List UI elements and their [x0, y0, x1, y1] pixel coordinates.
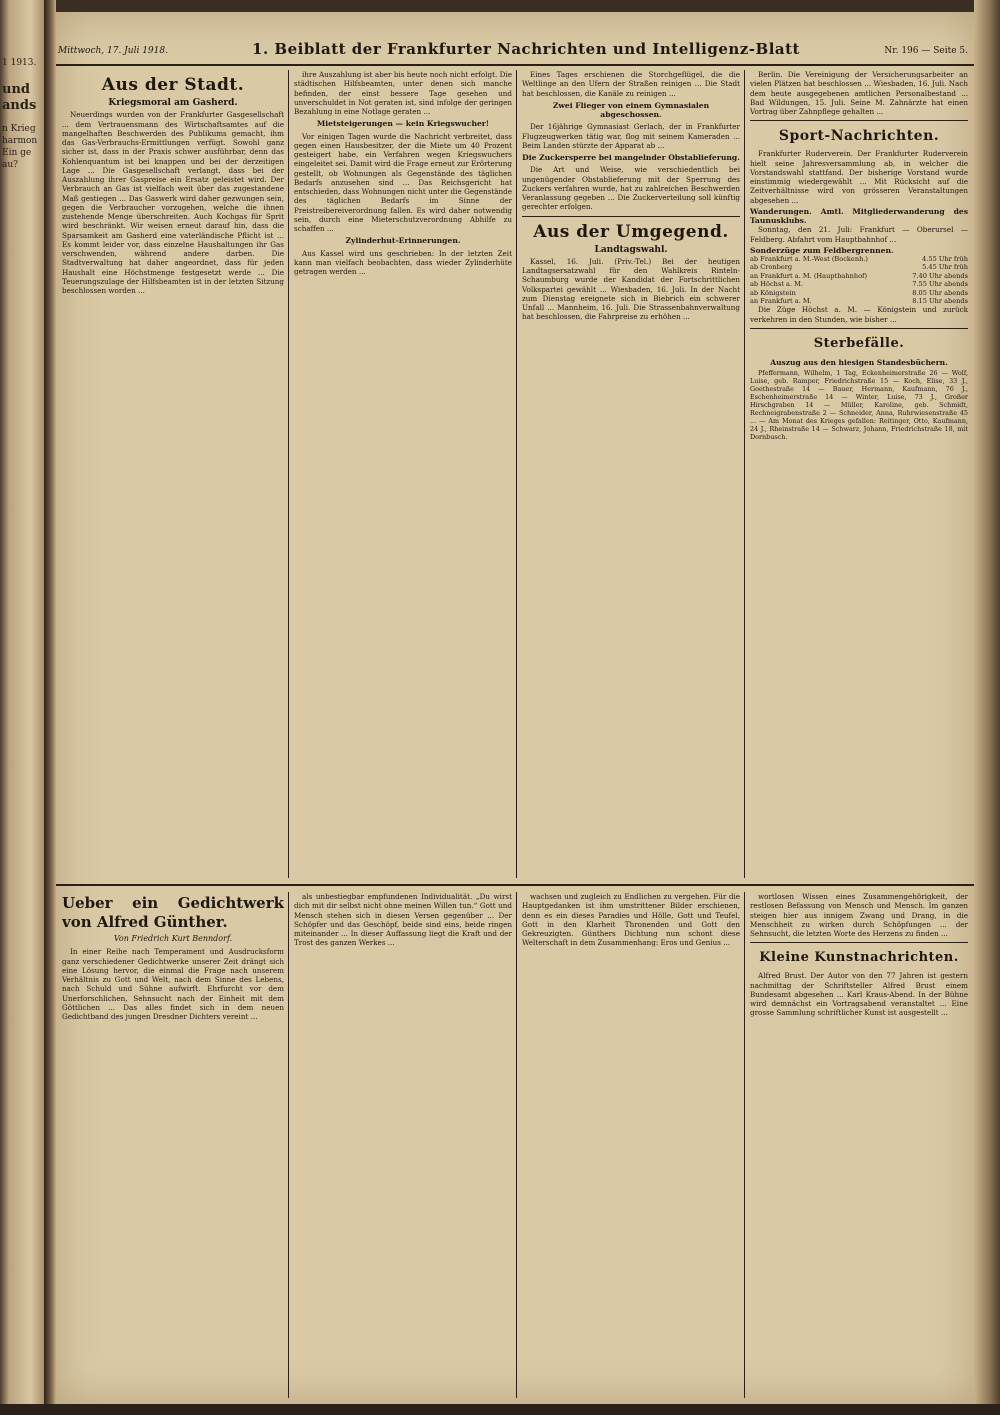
column-divider: [288, 892, 289, 1398]
column-region: [522, 70, 740, 878]
header-title: 1. Beiblatt der Frankfurter Nachrichten und Intelligenz-Blatt: [252, 40, 800, 58]
column-rents: [294, 70, 512, 878]
feature-column-3: [522, 892, 740, 1398]
page-header: [56, 40, 974, 66]
column-divider: [288, 70, 289, 878]
schedule-row: an Frankfurt a. M. (Hauptbahnhof) 7.40 Uhr abends: [750, 271, 968, 280]
section-rule: [750, 328, 968, 329]
article-title-pilots: Zwei Flieger von einem Gymnasialen abgeschossen.: [552, 100, 710, 119]
article-body-storks: Eines Tages erschienen die Storchgeflügel, die die Weltlinge an den Ufern der Straßen reinigen ... Die Stadt hat beschlossen, die Kanäle zu reinigen ...: [522, 70, 740, 98]
column-local-news: [62, 70, 284, 878]
article-body-election: Kassel, 16. Juli. (Priv.-Tel.) Bei der heutigen Landtagsersatzwahl für den Wahlkreis Rinteln-Schaumburg wurde der Kandidat der Fortschrittlichen Volkspartei gewählt ... Wiesbaden, 16. Juli. In der Nacht zum Dienstag ereignete sich in Biebrich ein schwerer Unfall ... Mannheim, 16. Juli. Die Strassenbahnverwaltung hat beschlossen, die Fahrpreise zu erhöhen ...: [522, 256, 740, 322]
feature-body-1: In einer Reihe nach Temperament und Ausdrucksform ganz verschiedener Gedichtwerke unserer Zeit drängt sich eine Lösung hervor, die einmal die Frage nach unserem Verhältnis zu Gott und Welt, nach dem Sinne des Lebens, nach Schuld und Sühne aufwirft. Ehrfurcht vor dem Unerforschlichen, Sehnsucht nach der Einheit mit dem Göttlichen ... Das alles findet sich in dem neuen Gedichtband des jungen Dresdner Dichters vereint ...: [62, 947, 284, 1021]
edge-fragment: und: [2, 82, 30, 97]
section-rule: [750, 120, 968, 121]
section-heading-deaths: Sterbefälle.: [813, 335, 905, 351]
article-body-hiking: Sonntag, den 21. Juli: Frankfurt — Oberursel — Feldberg. Abfahrt vom Hauptbahnhof ...: [750, 225, 968, 244]
book-spine: [44, 0, 56, 1415]
schedule-row: ab Höchst a. M. 7.55 Uhr abends: [750, 280, 968, 289]
article-body-sugar: Die Art und Weise, wie verschiedentlich bei ungenügender Obstablieferung mit der Sperrung des Zuckers verfahren wurde, hat zu zahlreichen Beschwerden Veranlassung gegeben ... Die Zuckerverteilung soll künftig gerechter erfolgen.: [522, 165, 740, 212]
article-title-gas: Kriegsmoral am Gasherd.: [108, 98, 238, 108]
edge-fragment: n Krieg: [2, 124, 36, 134]
article-body-rowing: Frankfurter Ruderverein. Der Frankfurter Ruderverein hielt seine Jahresversammlung ab, in welcher die Vorstandswahl stattfand. Der bisherige Vorstand wurde einstimmig wiedergewählt ... Mit Rücksicht auf die Zeitverhältnisse wird von grösseren Veranstaltungen abgesehen ...: [750, 149, 968, 205]
article-title-election: Landtagswahl.: [594, 244, 668, 255]
feature-byline: Von Friedrich Kurt Benndorf.: [113, 934, 233, 943]
column-sport: [750, 70, 968, 878]
schedule-row: ab Königstein 8.05 Uhr abends: [750, 288, 968, 297]
column-divider: [744, 70, 745, 878]
edge-fragment: harmon: [2, 136, 38, 146]
feature-column-2: [294, 892, 512, 1398]
section-rule: [750, 942, 968, 943]
section-heading-art-news: Kleine Kunstnachrichten.: [759, 950, 959, 966]
feature-body-2: als unbestiegbar empfundenen Individualität. „Du wirst dich mit dir selbst nicht ohne meinen Willen tun.“ Gott und Mensch stehen sich in diesen Versen gegenüber ... Der Schöpfer und das Geschöpf, beide sind eins, beide ringen miteinander ... In dieser Auffassung liegt die Kraft und der Trost des ganzen Werkes ...: [294, 892, 512, 948]
article-body-rents: Vor einigen Tagen wurde die Nachricht verbreitet, dass gegen einen Hausbesitzer, der die Miete um 40 Prozent gesteigert habe, ein Verfahren wegen Kriegswuchers eingeleitet sei. Damit wird die Frage erneut zur Erörterung gestellt, ob Wohnungen als Gegenstände des täglichen Bedarfs anzusehen sind ... Das Reichsgericht hat entschieden, dass Wohnungen nicht unter die Gegenstände des täglichen Bedarfs im Sinne der Preistreibereiverordnung fallen. Es wird daher notwendig sein, durch eine Mieterschutzverordnung Abhilfe zu schaffen ...: [294, 131, 512, 233]
column-divider: [516, 892, 517, 1398]
edge-fragment: 1 1913.: [2, 58, 37, 68]
article-body-misc: Berlin. Die Vereinigung der Versicherungsarbeiter an vielen Plätzen hat beschlossen ... Wiesbaden, 16. Juli. Nach dem heute ausgegebenen amtlichen Personalbestand ... Bad Wildungen, 15. Juli. Seine M. Zahnärzte hat einen Vortrag über Zahnpflege gehalten ...: [750, 70, 968, 116]
column-divider: [744, 892, 745, 1398]
deaths-subtitle: Auszug aus den hiesigen Standesbüchern.: [770, 357, 948, 367]
schedule-row: ab Cronberg 5.45 Uhr früh: [750, 263, 968, 272]
article-body-trains: Die Züge Höchst a. M. — Königstein und zurück verkehren in den Stunden, wie bisher ...: [750, 305, 968, 324]
section-heading-city: Aus der Stadt.: [101, 75, 245, 95]
article-body-gas: Neuerdings wurden von der Frankfurter Gasgesellschaft ... dem Vertrauensmann des Wirtschaftsamtes auf die mangelhaften Beschwerden des Publikums gemacht, ihm das Gas-Verbrauchs-Ermittlungen verfügt. Sowohl ganz sicher ist, dass in der Praxis schwer ausführbar, denn das Kohlenquantum ist bei knappen und bei der derzeitigen Lage ... Die Gasgesellschaft verlangt, dass bei der Auszahlung ihrer Gaspreise ein Ersatz geleistet wird. Der Verbrauch an Gas ist vielfach weit über das zugestandene Maß gestiegen ... Das Gaswerk wird daher gezwungen sein, gegen die Verbraucher vorzugehen, welche die ihnen zustehende Menge überschreiten. Auch Kochgas für Sprit wird beschränkt. Wir weisen erneut darauf hin, dass die Sparsamkeit am Gasherd eine vaterländische Pflicht ist ... Es kommt leider vor, dass einzelne Haushaltungen ihr Gas verschwenden, während andere darben. Die Stadtverwaltung hat daher angeordnet, dass für jeden Haushalt eine Höchstmenge festgesetzt werde ... Die Teuerungszulage der Hilfsbeamten ist in der letzten Sitzung beschlossen worden ...: [62, 110, 284, 295]
train-schedule: [750, 255, 968, 305]
feature-heading: Ueber ein Gedichtwerk von Alfred Günther.: [62, 894, 284, 931]
art-news-body: Alfred Brust. Der Autor von den 77 Jahren ist gestern nachmittag der Schriftsteller Alfred Brust einem Bundesamt abgesehen ... Karl Kraus-Abend. In der Bühne wird demnächst ein Vortragsabend veranstaltet ... Eine grosse Sammlung schriftlicher Kunst ist ausgestellt ...: [750, 971, 968, 1018]
schedule-row: an Frankfurt a. M. 8.15 Uhr abends: [750, 297, 968, 306]
edge-fragment: Ein ge: [2, 148, 32, 158]
article-body-pilots: Der 16jährige Gymnasiast Gerlach, der in Frankfurter Flugzeugwerken tätig war, flog mit seinem Kameraden ... Beim Landen stürzte der Apparat ab ...: [522, 122, 740, 150]
section-rule: [522, 216, 740, 217]
schedule-row: ab Frankfurt a. M.-West (Bockenh.) 4.55 Uhr früh: [750, 255, 968, 263]
article-title-rents: Mietsteigerungen — kein Kriegswucher!: [316, 119, 490, 129]
section-heading-sport: Sport-Nachrichten.: [778, 128, 940, 145]
feature-column-4: [750, 892, 968, 1398]
article-title-hats: Zylinderhut-Erinnerungen.: [345, 236, 461, 246]
column-divider: [516, 70, 517, 878]
article-title-trains: Sonderzüge zum Feldbergrennen.: [750, 245, 894, 255]
deaths-list: Pfeffermann, Wilhelm, 1 Tag, Eckenheimerstraße 26 — Wolf, Luise, geb. Ramper, Friedrichstraße 15 — Koch, Elise, 33 J., Goethestraße 14 — Bauer, Hermann, Kaufmann, 76 J., Eschenheimerstraße 14 — Winter, Luise, 73 J., Großer Hirschgraben 14 — Müller, Karoline, geb. Schmidt, Rechneigrabenstraße 2 — Schneider, Anna, Ruhrwiesenstraße 45 ... — Am Monat des Krieges gefallen: Reitinger, Otto, Kaufmann, 24 J., Rheinstraße 14 — Schwarz, Johann, Friedrichstraße 18, mit Dornbusch.: [750, 369, 968, 442]
page-bottom-shadow: [0, 1404, 1000, 1415]
feature-column-1: [62, 892, 284, 1398]
article-body-hats: Aus Kassel wird uns geschrieben: In der letzten Zeit kann man vielfach beobachten, dass wieder Zylinderhüte getragen werden ...: [294, 248, 512, 276]
article-title-sugar: Die Zuckersperre bei mangelnder Obstablieferung.: [522, 153, 740, 162]
page-right-edge: [974, 0, 1000, 1415]
newspaper-page: [56, 12, 974, 1404]
header-page-number: Nr. 196 — Seite 5.: [884, 46, 968, 56]
header-date: Mittwoch, 17. Juli 1918.: [58, 46, 168, 56]
feature-body-3: wachsen und zugleich zu Endlichen zu vergehen. Für die Hauptgedanken ist ihm umstrittener Bilder erschienen, denn es ein dieses Paradies und Hölle, Gott und Teufel, Gott in den Klarheit Thronenden und Gott den Gekreuzigten. Günthers Dichtung nun schont diese Welterschaft in dem Zusammenhang: Eros und Genius ...: [522, 892, 740, 948]
feature-divider: [56, 884, 974, 886]
section-heading-region: Aus der Umgegend.: [533, 221, 729, 242]
adjacent-page-edge: [0, 0, 44, 1415]
edge-fragment: ands: [2, 98, 37, 113]
article-title-hiking: Wanderungen. Amtl. Mitgliederwanderung des Taunusklubs.: [750, 206, 968, 225]
feature-body-4: wortlosen Wissen eines Zusammengehörigkeit, der restlosen Befassung von Mensch und Mensch. Im ganzen steigen hier aus innigem Zwang und Drang, in die Menschheit zu wirken durch Schöpfungen ... der Sehnsucht, die letzten Worte des Herzens zu finden ...: [750, 892, 968, 938]
article-body-officials: ihre Auszahlung ist aber bis heute noch nicht erfolgt. Die städtischen Hilfsbeamten, unter denen sich manche befinden, der einst bessere Tage gesehen und unverschuldet in Not geraten ist, sind infolge der geringen Bezahlung in eine Notlage geraten ...: [294, 70, 512, 116]
edge-fragment: au?: [2, 160, 18, 170]
